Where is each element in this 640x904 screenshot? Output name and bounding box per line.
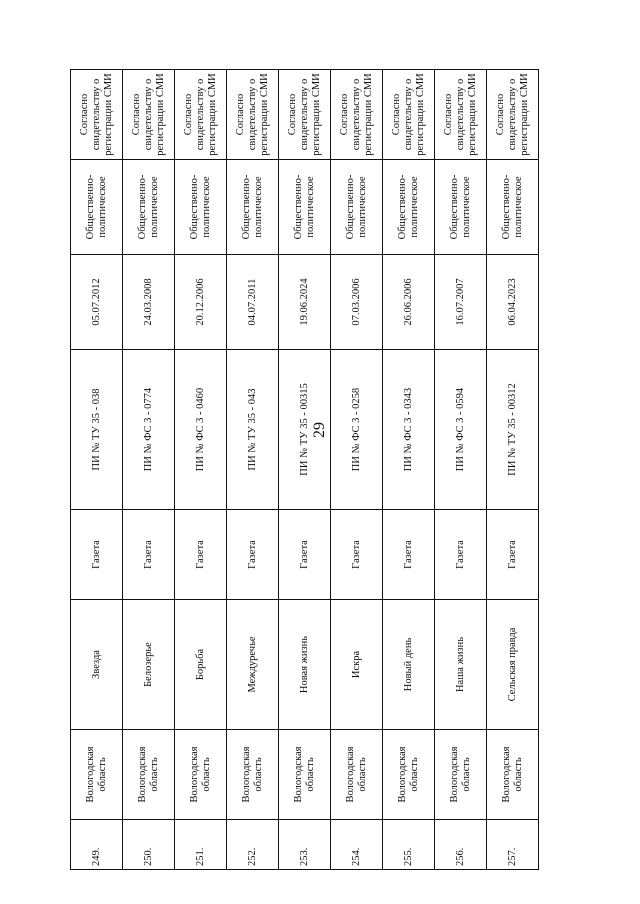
table-row [71,70,123,870]
row-number: 252. [227,820,279,870]
registration-date-cell: 24.03.2008 [123,255,175,350]
topic-cell: Общественно-политическое [487,160,539,255]
table-row [279,70,331,870]
table-row [383,70,435,870]
topic-cell: Общественно-политическое [279,160,331,255]
table-row [175,70,227,870]
media-type-cell: Газета [279,510,331,600]
registration-number-cell: ПИ № ФС 3 - 0258 [331,350,383,510]
region-cell: Вологодская область [487,730,539,820]
publication-name-cell: Сельская правда [487,600,539,730]
table-row [227,70,279,870]
row-number: 250. [123,820,175,870]
region-cell: Вологодская область [71,730,123,820]
row-number: 255. [383,820,435,870]
row-number: 257. [487,820,539,870]
region-cell: Вологодская область [175,730,227,820]
registration-number-cell: ПИ № ФС 3 - 0594 [435,350,487,510]
registration-number-cell: ПИ № ФС 3 - 0343 [383,350,435,510]
topic-cell: Общественно-политическое [175,160,227,255]
publication-name-cell: Междуречье [227,600,279,730]
row-number: 249. [71,820,123,870]
media-type-cell: Газета [175,510,227,600]
region-cell: Вологодская область [227,730,279,820]
registry-table [70,69,539,870]
row-number: 253. [279,820,331,870]
basis-cell: Согласно свидетельству о регистрации СМИ [383,70,435,160]
table-row [487,70,539,870]
basis-cell: Согласно свидетельству о регистрации СМИ [175,70,227,160]
row-number: 256. [435,820,487,870]
media-type-cell: Газета [71,510,123,600]
table-row [331,70,383,870]
table-body [71,70,539,870]
row-number: 254. [331,820,383,870]
row-number: 251. [175,820,227,870]
registration-number-cell: ПИ № ТУ 35 - 00312 [487,350,539,510]
basis-cell: Согласно свидетельству о регистрации СМИ [123,70,175,160]
publication-name-cell: Новая жизнь [279,600,331,730]
media-type-cell: Газета [227,510,279,600]
registration-date-cell: 16.07.2007 [435,255,487,350]
media-type-cell: Газета [331,510,383,600]
topic-cell: Общественно-политическое [227,160,279,255]
registration-date-cell: 26.06.2006 [383,255,435,350]
registration-date-cell: 19.06.2024 [279,255,331,350]
topic-cell: Общественно-политическое [123,160,175,255]
registration-number-cell: ПИ № ТУ 35 - 043 [227,350,279,510]
publication-name-cell: Белозерье [123,600,175,730]
region-cell: Вологодская область [123,730,175,820]
basis-cell: Согласно свидетельству о регистрации СМИ [435,70,487,160]
registration-date-cell: 07.03.2006 [331,255,383,350]
basis-cell: Согласно свидетельству о регистрации СМИ [227,70,279,160]
topic-cell: Общественно-политическое [71,160,123,255]
media-type-cell: Газета [383,510,435,600]
registration-number-cell: ПИ № ФС 3 - 0460 [175,350,227,510]
basis-cell: Согласно свидетельству о регистрации СМИ [331,70,383,160]
registration-date-cell: 20.12.2006 [175,255,227,350]
registration-date-cell: 04.07.2011 [227,255,279,350]
publication-name-cell: Звезда [71,600,123,730]
region-cell: Вологодская область [435,730,487,820]
publication-name-cell: Борьба [175,600,227,730]
registry-table-wrapper [70,70,540,870]
topic-cell: Общественно-политическое [435,160,487,255]
media-type-cell: Газета [435,510,487,600]
table-row [435,70,487,870]
registration-number-cell: ПИ № ТУ 35 - 038 [71,350,123,510]
registration-date-cell: 06.04.2023 [487,255,539,350]
table-row [123,70,175,870]
registration-number-cell: ПИ № ФС 3 - 0774 [123,350,175,510]
topic-cell: Общественно-политическое [331,160,383,255]
region-cell: Вологодская область [279,730,331,820]
registration-date-cell: 05.07.2012 [71,255,123,350]
basis-cell: Согласно свидетельству о регистрации СМИ [71,70,123,160]
publication-name-cell: Новый день [383,600,435,730]
media-type-cell: Газета [123,510,175,600]
registration-number-cell: ПИ № ТУ 35 - 00315 [279,350,331,510]
publication-name-cell: Искра [331,600,383,730]
basis-cell: Согласно свидетельству о регистрации СМИ [279,70,331,160]
topic-cell: Общественно-политическое [383,160,435,255]
media-type-cell: Газета [487,510,539,600]
basis-cell: Согласно свидетельству о регистрации СМИ [487,70,539,160]
region-cell: Вологодская область [331,730,383,820]
page-number: 29 [311,422,328,438]
region-cell: Вологодская область [383,730,435,820]
publication-name-cell: Наша жизнь [435,600,487,730]
